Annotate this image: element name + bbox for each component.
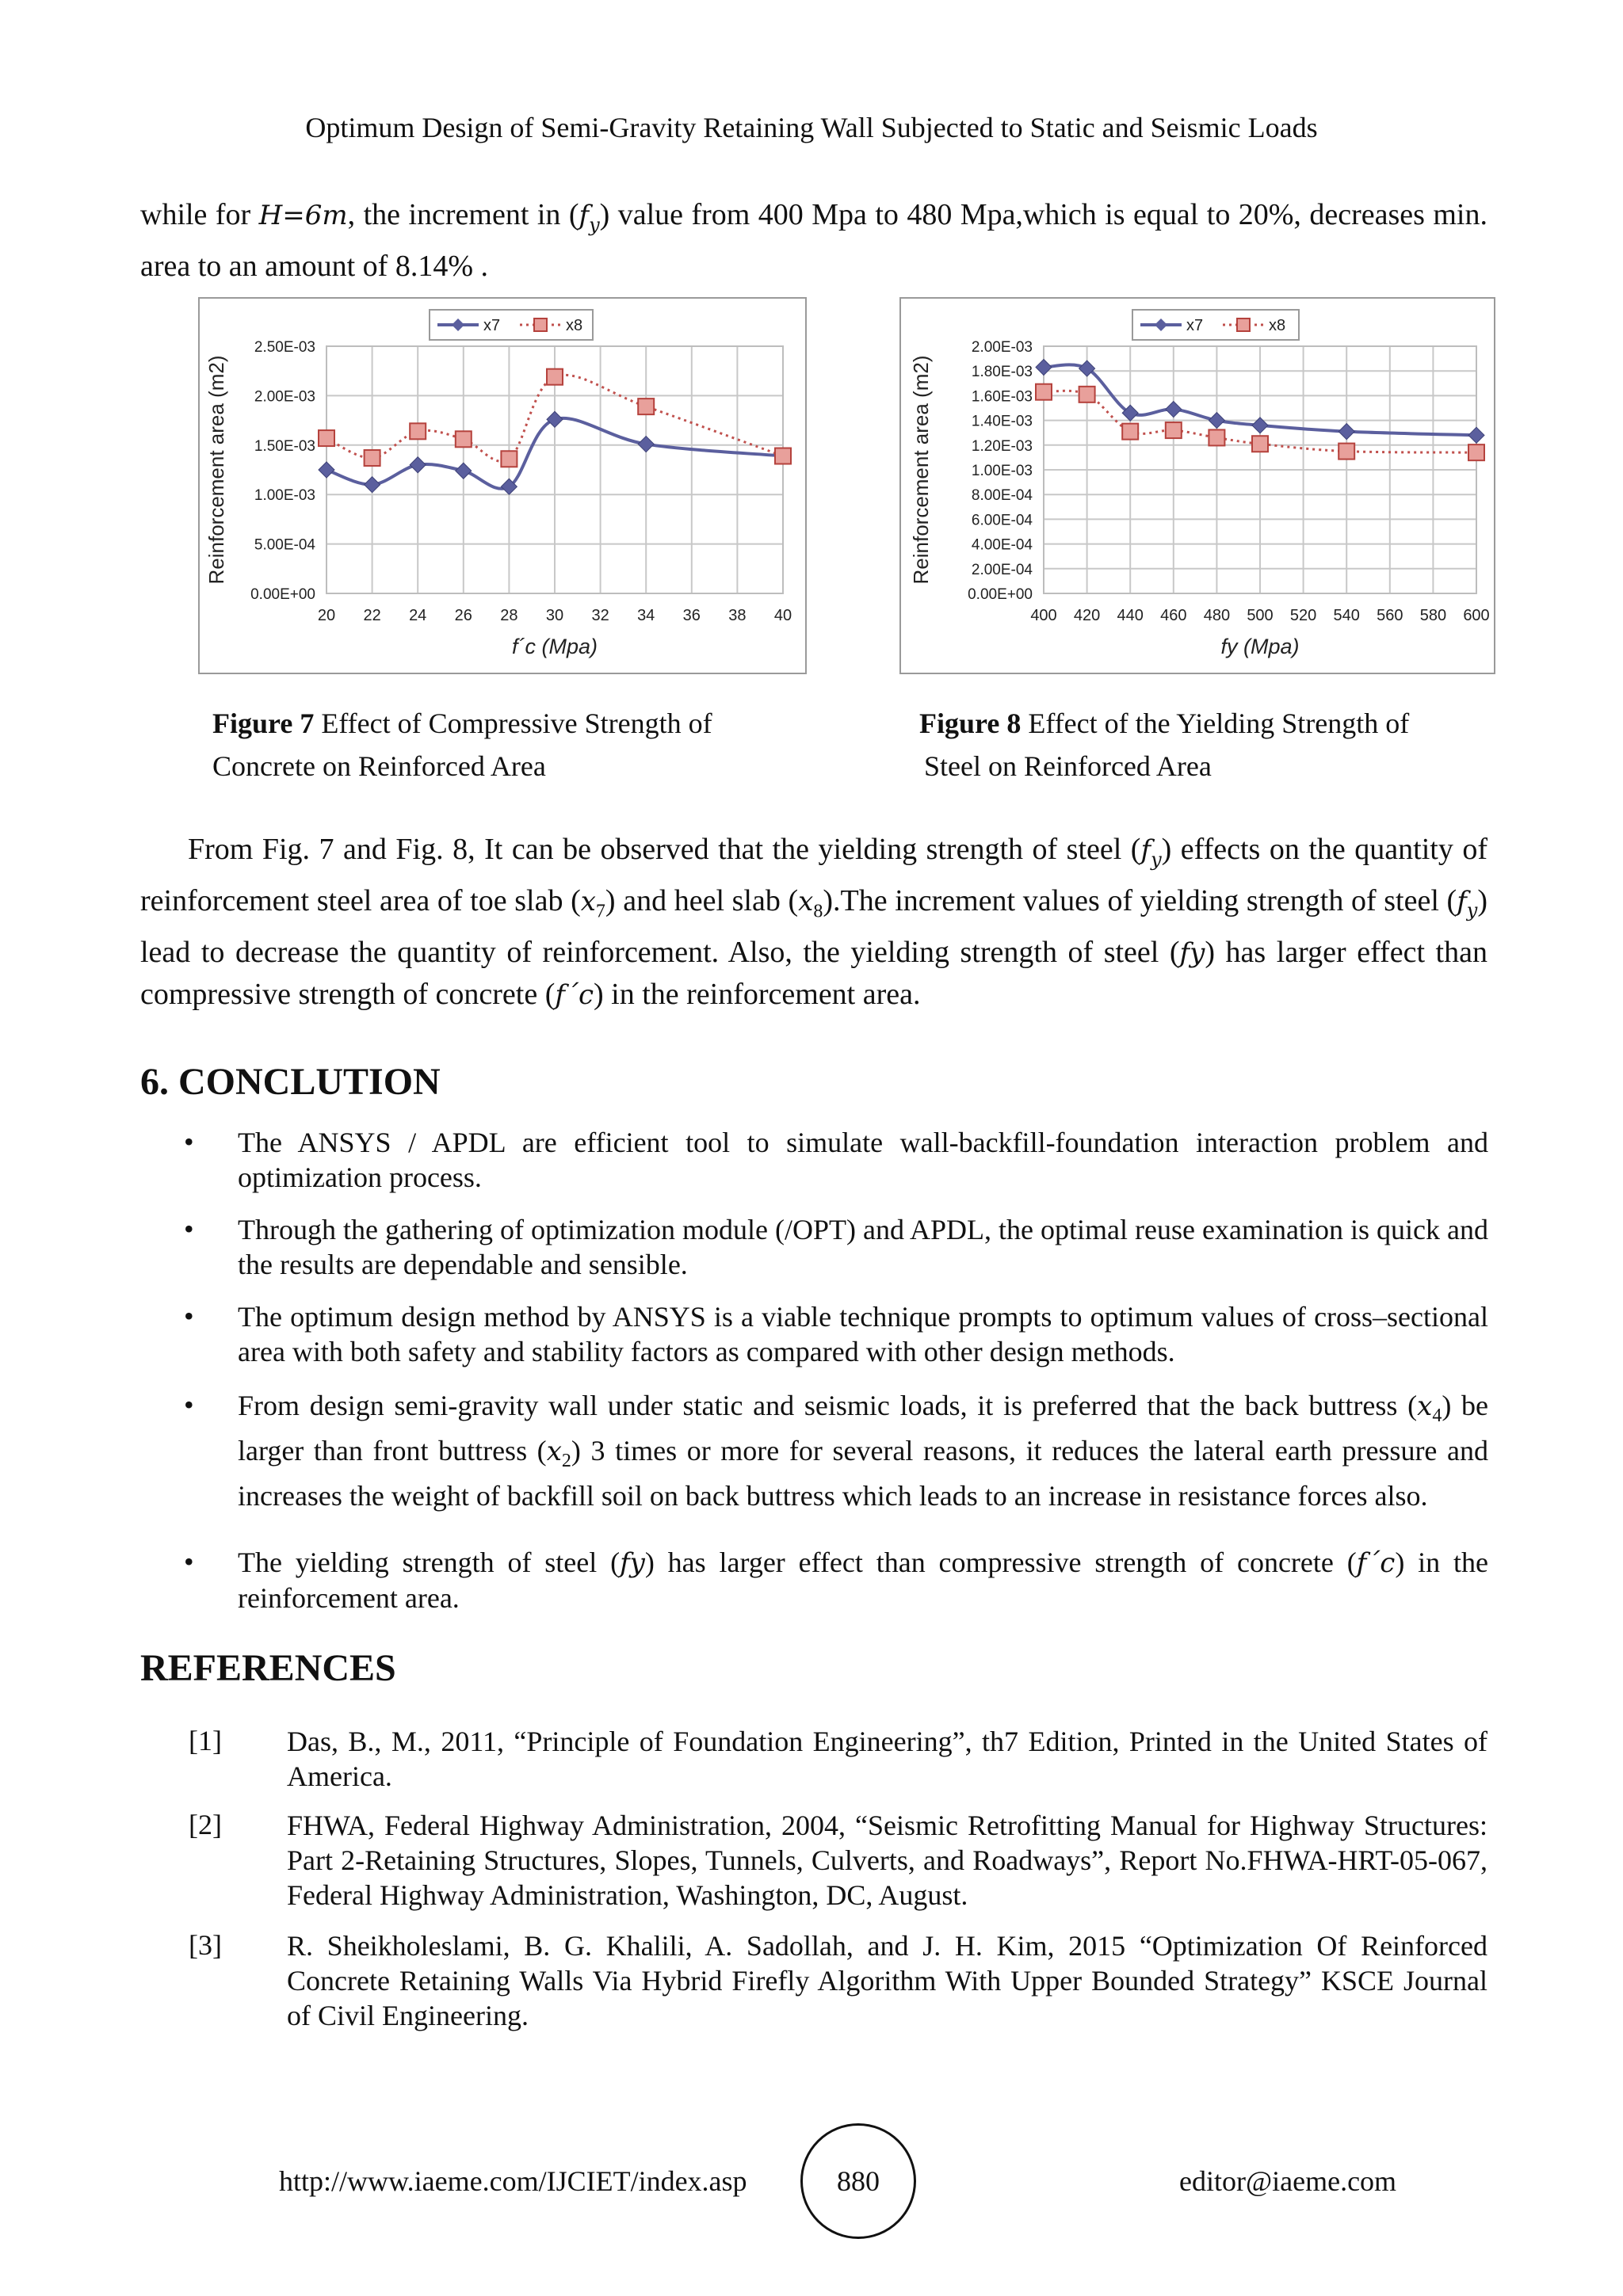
conclusion-bullet-4: From design semi-gravity wall under static and seismic loads, it is preferred that the back buttress $(x_4)$ be larger than front buttress $(x_2)$ 3 times or more for several reasons, it reduces the lateral earth pressure and increases the weight of backfill soil on back buttress which leads to an increase in resistance forces also. xyxy=(238,1390,1488,1512)
data-point-x8 xyxy=(1122,424,1138,440)
y-tick-label: 1.40E-03 xyxy=(971,413,1033,430)
intro-paragraph: while for H=6m, the increment in $(f_y)$ value from 400 Mpa to 480 Mpa,which is equal to 20%, decreases min. area to an amount of 8.14% . xyxy=(140,198,1487,283)
x-tick-label: 580 xyxy=(1419,607,1447,624)
x-tick-label: 440 xyxy=(1117,607,1144,624)
x-tick-label: 28 xyxy=(500,607,518,624)
x-tick-label: 26 xyxy=(454,607,472,624)
data-point-x8 xyxy=(547,369,563,385)
figure-7-chart-frame xyxy=(198,297,807,674)
x-tick-label: 520 xyxy=(1289,607,1317,624)
reference-item: Das, B., M., 2011, “Principle of Foundation Engineering”, th7 Edition, Printed in the United States of America. xyxy=(287,1726,1487,1792)
running-head: Optimum Design of Semi-Gravity Retaining Wall Subjected to Static and Seismic Loads xyxy=(305,112,1318,143)
references-section xyxy=(140,1646,396,1690)
data-point-x7 xyxy=(319,462,334,478)
conclusion-bullet-2: Through the gathering of optimization module (/OPT) and APDL, the optimal reuse examination is quick and the results are dependable and sensible. xyxy=(238,1214,1488,1280)
data-point-x7 xyxy=(1338,424,1354,440)
x-tick-label: 560 xyxy=(1377,607,1403,624)
y-tick-label: 1.50E-03 xyxy=(254,437,315,455)
y-tick-label: 2.00E-04 xyxy=(971,561,1033,578)
data-point-x8 xyxy=(775,448,791,464)
x-tick-label: 20 xyxy=(317,607,336,624)
y-tick-label: 2.00E-03 xyxy=(971,339,1033,356)
data-point-x8 xyxy=(319,430,334,446)
data-point-x8 xyxy=(638,399,654,414)
x-tick-label: 40 xyxy=(773,607,792,624)
data-point-x7 xyxy=(1209,413,1224,429)
data-point-x8 xyxy=(456,431,472,447)
x-axis-label: fy (Mpa) xyxy=(1220,635,1300,658)
y-axis-label: Reinforcement area (m2) xyxy=(204,355,228,585)
y-tick-label: 1.60E-03 xyxy=(971,388,1033,406)
footer-email-link[interactable]: editor@iaeme.com xyxy=(1179,2165,1397,2197)
y-tick-label: 0.00E+00 xyxy=(250,586,315,603)
legend-label-x8: x8 xyxy=(566,317,583,334)
bullet-icon: • xyxy=(184,1389,194,1421)
data-point-x8 xyxy=(1079,387,1095,402)
y-axis-label: Reinforcement area (m2) xyxy=(909,355,933,585)
conclusion-section xyxy=(140,1060,441,1104)
data-point-x8 xyxy=(1468,444,1484,460)
reference-item: FHWA, Federal Highway Administration, 2004, “Seismic Retrofitting Manual for Highway Structures: Part 2-Retaining Structures, Slopes, Tunnels, Culverts, and Roadways”, Report No.FHWA-HRT-05-067, Federal Highway Administration, Washington, DC, August. xyxy=(287,1810,1487,1911)
references-heading: REFERENCES xyxy=(140,1647,396,1689)
results-paragraph: From Fig. 7 and Fig. 8, It can be observed that the yielding strength of steel $(f_y)$ effects on the quantity of reinforcement steel area of toe slab $(x_7)$ and heel slab $(x_8).The$ increment values of yielding strength of steel $(f_y)$ lead to decrease the quantity of reinforcement. Also, the yielding strength of steel (fy) has larger effect than compressive strength of concrete (f´c) in the reinforcement area. xyxy=(140,833,1487,1012)
x-tick-label: 32 xyxy=(591,607,609,624)
legend-label-x7: x7 xyxy=(483,317,501,334)
data-point-x8 xyxy=(1036,384,1052,400)
data-point-x7 xyxy=(638,437,654,452)
y-tick-label: 5.00E-04 xyxy=(254,536,315,554)
legend-marker-x8 xyxy=(1237,318,1250,331)
x-tick-label: 22 xyxy=(363,607,381,624)
reference-number: [2] xyxy=(189,1809,222,1840)
conclusion-heading: 6. CONCLUTION xyxy=(140,1061,441,1103)
data-point-x8 xyxy=(1338,444,1354,460)
x-tick-label: 400 xyxy=(1030,607,1057,624)
bullet-icon: • xyxy=(184,1213,194,1245)
data-point-x7 xyxy=(365,477,380,493)
bullet-icon: • xyxy=(184,1300,194,1332)
reference-item: R. Sheikholeslami, B. G. Khalili, A. Sadollah, and J. H. Kim, 2015 “Optimization Of Reinforced Concrete Retaining Walls Via Hybrid Firefly Algorithm With Upper Bounded Strategy” KSCE Journal of Civil Engineering. xyxy=(287,1930,1487,2031)
conclusion-bullet-3: The optimum design method by ANSYS is a viable technique prompts to optimum values of cross–sectional area with both safety and stability factors as compared with other design methods. xyxy=(238,1301,1488,1367)
data-point-x7 xyxy=(547,411,563,427)
x-tick-label: 36 xyxy=(682,607,701,624)
y-tick-label: 2.00E-03 xyxy=(254,388,315,406)
figure-8-chart xyxy=(901,299,1494,673)
y-tick-label: 2.50E-03 xyxy=(254,339,315,356)
x-tick-label: 24 xyxy=(409,607,427,624)
x-axis-label: f´c (Mpa) xyxy=(512,635,598,658)
legend-label-x8: x8 xyxy=(1269,317,1286,334)
reference-number: [3] xyxy=(189,1929,222,1961)
figure-8-chart-frame xyxy=(899,297,1495,674)
data-point-x8 xyxy=(1166,422,1182,438)
figure-7-caption: Figure 7 Effect of Compressive Strength of Concrete on Reinforced Area xyxy=(212,707,712,782)
x-tick-label: 540 xyxy=(1333,607,1360,624)
x-tick-label: 460 xyxy=(1160,607,1187,624)
data-point-x7 xyxy=(1166,402,1182,418)
bullet-icon: • xyxy=(184,1126,194,1158)
figure-8-caption: Figure 8 Effect of the Yielding Strength of Steel on Reinforced Area xyxy=(919,707,1410,782)
conclusion-bullet-5: The yielding strength of steel (fy) has larger effect than compressive strength of concrete (f´c) in the reinforcement area. xyxy=(238,1547,1488,1614)
x-tick-label: 34 xyxy=(637,607,655,624)
data-point-x8 xyxy=(410,423,426,439)
data-point-x8 xyxy=(1252,436,1268,452)
data-point-x7 xyxy=(1468,427,1484,443)
x-tick-label: 480 xyxy=(1203,607,1231,624)
y-tick-label: 1.80E-03 xyxy=(971,364,1033,381)
y-tick-label: 1.00E-03 xyxy=(971,463,1033,479)
y-tick-label: 8.00E-04 xyxy=(971,487,1033,505)
data-point-x7 xyxy=(1036,360,1052,376)
data-point-x7 xyxy=(456,463,472,479)
figure-7-chart xyxy=(200,299,805,673)
x-tick-label: 420 xyxy=(1073,607,1101,624)
data-point-x8 xyxy=(501,451,517,467)
x-tick-label: 500 xyxy=(1247,607,1274,624)
y-tick-label: 4.00E-04 xyxy=(971,536,1033,554)
y-tick-label: 1.20E-03 xyxy=(971,437,1033,455)
legend-marker-x8 xyxy=(534,318,547,331)
y-tick-label: 1.00E-03 xyxy=(254,487,315,505)
x-tick-label: 30 xyxy=(545,607,564,624)
page-number: 880 xyxy=(800,2123,916,2239)
footer-url-link[interactable]: http://www.iaeme.com/IJCIET/index.asp xyxy=(279,2165,747,2197)
reference-number: [1] xyxy=(189,1725,222,1756)
h-equation: H=6m xyxy=(258,200,348,231)
x-tick-label: 600 xyxy=(1463,607,1490,624)
data-point-x8 xyxy=(1209,429,1224,445)
data-point-x8 xyxy=(365,450,380,466)
y-tick-label: 0.00E+00 xyxy=(968,586,1033,603)
legend-label-x7: x7 xyxy=(1186,317,1204,334)
bullet-icon: • xyxy=(184,1546,194,1577)
x-tick-label: 38 xyxy=(728,607,747,624)
data-point-x7 xyxy=(410,457,426,473)
y-tick-label: 6.00E-04 xyxy=(971,512,1033,529)
conclusion-bullet-1: The ANSYS / APDL are efficient tool to simulate wall-backfill-foundation interaction problem and optimization process. xyxy=(238,1127,1488,1193)
